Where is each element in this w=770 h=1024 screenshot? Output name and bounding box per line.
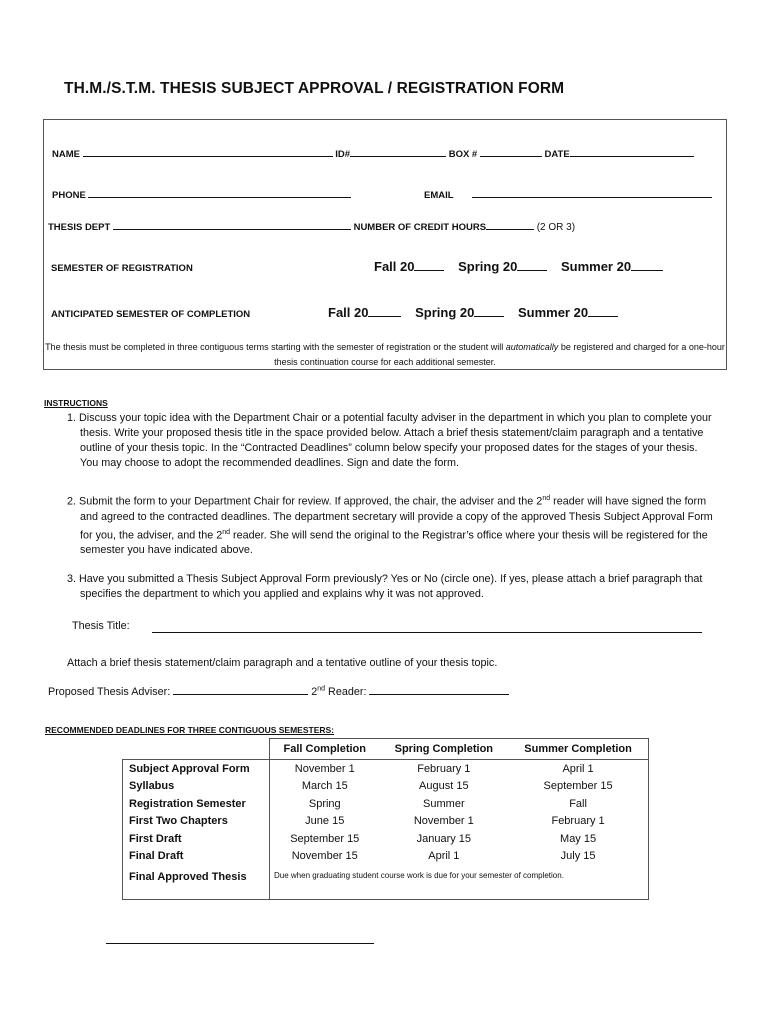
table-cell: September 15	[290, 832, 360, 845]
instruction-item-2	[67, 491, 716, 558]
row-label: Syllabus	[123, 778, 270, 796]
reg-spring-option: Spring 20	[458, 259, 518, 274]
date-label: DATE	[544, 149, 570, 160]
deadlines-table	[122, 738, 649, 900]
id-field[interactable]	[350, 146, 446, 157]
instruction-item-1: 1. Discuss your topic idea with the Department Chair or a potential faculty adviser in the department in which you plan to complete your thesis. Write your proposed thesis title in the space provided below. Attach a brief thesis statement/claim paragraph and a tentative outline of your thesis topic. In the “Contracted Deadlines” column below specify your proposed dates for the stages of your thesis. You may choose to adopt the recommended deadlines. Sign and date the form.	[67, 412, 712, 469]
comp-spring-field[interactable]	[474, 306, 504, 317]
note-text-1: The thesis must be completed in three contiguous terms starting with the semester of registration or the student will	[45, 342, 506, 352]
comp-summer-field[interactable]	[588, 306, 618, 317]
row-label: Subject Approval Form	[123, 760, 270, 778]
table-row	[123, 795, 649, 813]
phone-field[interactable]	[88, 187, 351, 198]
name-label: NAME	[52, 149, 80, 160]
instruction-item-3: 3. Have you submitted a Thesis Subject Approval Form previously? Yes or No (circle one). If yes, please attach a brief paragraph that specifies the department to which you applied and explains why it was not approved.	[67, 573, 703, 600]
box-label: BOX #	[448, 149, 478, 160]
row-label: First Two Chapters	[123, 813, 270, 831]
adviser-row	[48, 684, 509, 698]
note-text-2: be registered and charged for a one-hour thesis continuation course for each additional semester.	[274, 342, 725, 367]
table-cell: July 15	[508, 848, 648, 866]
table-cell: February 1	[417, 762, 471, 775]
adviser-field[interactable]	[173, 684, 308, 695]
comp-summer-option: Summer 20	[517, 305, 589, 320]
comp-spring-option: Spring 20	[415, 305, 475, 320]
reader-field[interactable]	[369, 684, 509, 695]
anticipated-label: ANTICIPATED SEMESTER OF COMPLETION	[51, 309, 251, 320]
table-row	[123, 760, 649, 778]
email-label: EMAIL	[424, 190, 454, 201]
table-cell: April 1	[428, 850, 460, 863]
reader-label-pre: 2	[308, 686, 318, 698]
row-label: Final Approved Thesis	[123, 865, 270, 900]
reg-fall-field[interactable]	[414, 260, 444, 271]
column-header: Spring Completion	[380, 739, 509, 760]
instructions-heading: INSTRUCTIONS	[44, 398, 108, 408]
table-cell: November 1	[294, 762, 355, 775]
signature-line[interactable]	[106, 942, 374, 944]
date-field[interactable]	[570, 146, 694, 157]
credit-hours-note: (2 OR 3)	[536, 222, 576, 233]
table-row	[123, 848, 649, 866]
name-row	[52, 146, 694, 160]
reg-summer-field[interactable]	[631, 260, 663, 271]
column-header: Fall Completion	[270, 739, 380, 760]
item2-text-b: reader will have signed the form and agreed to the contracted deadlines. The department secretary will provide a copy of the approved Thesis Subject Approval Form for you, the adviser, and the 2	[80, 495, 713, 542]
table-cell: February 1	[508, 813, 648, 831]
item2-sup-1: nd	[542, 495, 551, 502]
table-cell: May 15	[508, 830, 648, 848]
thesis-dept-field[interactable]	[113, 219, 351, 230]
table-row	[123, 813, 649, 831]
table-cell: January 15	[416, 832, 472, 845]
row-label: Final Draft	[123, 848, 270, 866]
reader-label-post: Reader:	[325, 686, 370, 698]
table-cell: April 1	[508, 760, 648, 778]
comp-fall-field[interactable]	[368, 306, 401, 317]
thesis-dept-label: THESIS DEPT	[48, 222, 111, 233]
item2-text-c: reader. She will send the original to the Registrar’s office where your thesis will be registered for the semester you have indicated above.	[80, 529, 708, 557]
credit-hours-field[interactable]	[486, 219, 534, 230]
anticipated-options	[328, 305, 618, 320]
email-row	[424, 187, 712, 201]
semester-reg-label: SEMESTER OF REGISTRATION	[51, 263, 193, 274]
item2-text-a: 2. Submit the form to your Department Chair for review. If approved, the chair, the adviser and the 2	[67, 495, 543, 508]
table-row	[123, 865, 649, 900]
completion-note	[43, 340, 727, 370]
table-cell: Spring	[308, 797, 341, 810]
reg-spring-field[interactable]	[517, 260, 547, 271]
final-thesis-note: Due when graduating student course work is due for your semester of completion.	[270, 865, 649, 900]
table-cell: Summer	[423, 797, 465, 810]
table-row	[123, 778, 649, 796]
reg-summer-option: Summer 20	[560, 259, 632, 274]
reg-fall-option: Fall 20	[374, 259, 415, 274]
phone-label: PHONE	[52, 190, 86, 201]
table-cell: Fall	[508, 795, 648, 813]
name-field[interactable]	[83, 146, 333, 157]
phone-row	[52, 187, 351, 201]
table-cell: June 15	[305, 815, 345, 828]
table-cell: September 15	[508, 778, 648, 796]
credit-hours-label: NUMBER OF CREDIT HOURS	[353, 222, 487, 233]
table-cell: November 1	[413, 815, 474, 828]
id-label: ID#	[335, 149, 351, 160]
table-cell: August 15	[419, 780, 469, 793]
column-header: Summer Completion	[508, 739, 648, 760]
thesis-title-label: Thesis Title:	[72, 620, 130, 632]
table-cell: November 15	[291, 850, 358, 863]
comp-fall-option: Fall 20	[328, 305, 369, 320]
row-label: First Draft	[123, 830, 270, 848]
note-italic: automatically	[505, 342, 559, 352]
table-header-row	[123, 739, 649, 760]
item2-sup-2: nd	[222, 528, 231, 536]
row-label: Registration Semester	[123, 795, 270, 813]
box-field[interactable]	[480, 146, 542, 157]
thesis-title-field[interactable]	[152, 631, 702, 633]
semester-reg-options	[374, 259, 663, 274]
deadlines-heading: RECOMMENDED DEADLINES FOR THREE CONTIGUOUS SEMESTERS:	[45, 725, 335, 735]
email-field[interactable]	[472, 187, 712, 198]
reader-label-sup: nd	[317, 685, 326, 693]
table-row	[123, 830, 649, 848]
page-title: TH.M./S.T.M. THESIS SUBJECT APPROVAL / REGISTRATION FORM	[64, 80, 565, 97]
table-corner	[123, 739, 270, 760]
adviser-label: Proposed Thesis Adviser:	[48, 686, 174, 698]
dept-row	[48, 219, 575, 233]
table-cell: March 15	[301, 780, 348, 793]
attach-instruction: Attach a brief thesis statement/claim paragraph and a tentative outline of your thesis topic.	[67, 657, 498, 669]
